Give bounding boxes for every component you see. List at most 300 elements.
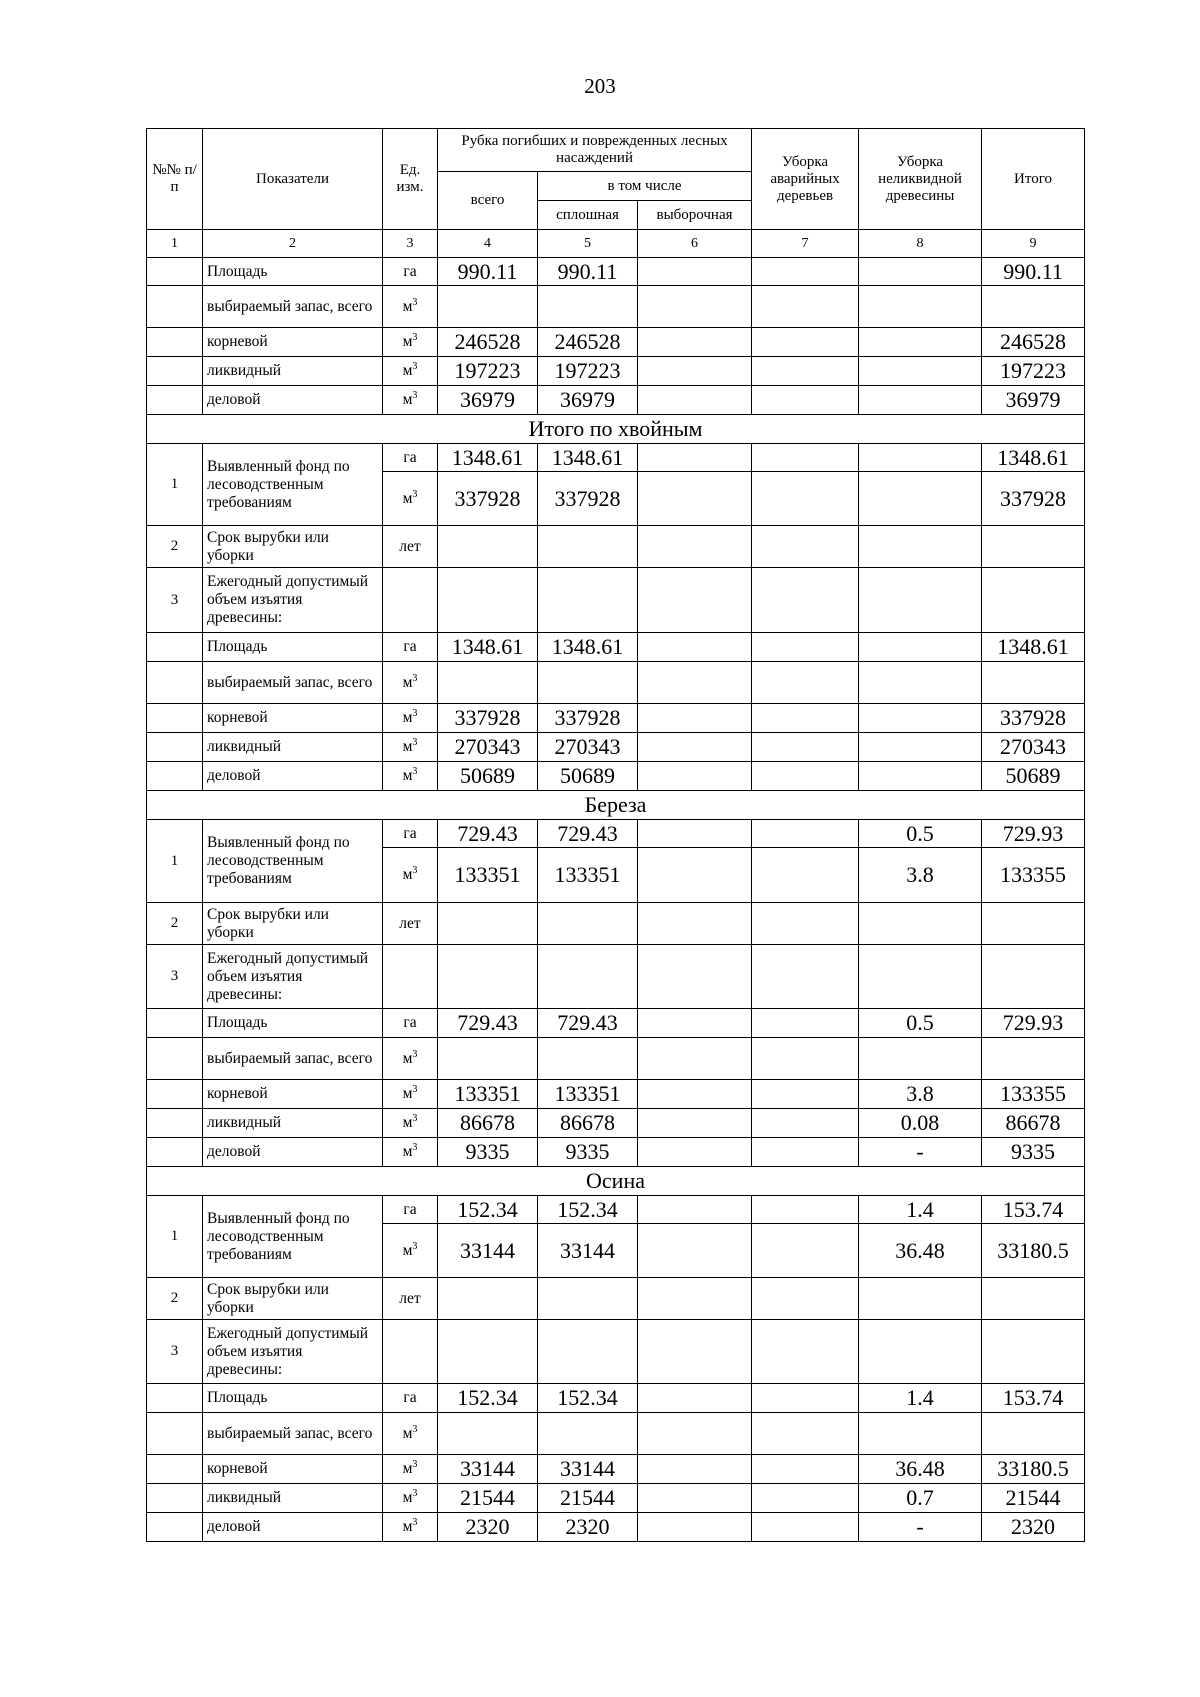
total-value: 337928 (438, 704, 538, 733)
unit-text: м (402, 1085, 413, 1102)
selective-felling-value (638, 1196, 752, 1224)
illiquid-wood-value (859, 568, 982, 633)
selective-felling-value (638, 472, 752, 526)
emergency-trees-value (752, 472, 859, 526)
unit-text: лет (399, 537, 421, 555)
unit-cell (383, 820, 438, 848)
unit-text: м (402, 709, 413, 726)
table-row (147, 1080, 1085, 1109)
total-value: 50689 (438, 762, 538, 791)
selective-felling-value (638, 1109, 752, 1138)
emergency-trees-value (752, 386, 859, 415)
unit-exponent: 3 (412, 1112, 418, 1124)
selective-felling-value (638, 286, 752, 328)
unit-exponent: 3 (412, 1516, 418, 1528)
itogo-value: 133355 (982, 848, 1085, 903)
itogo-value: 246528 (982, 328, 1085, 357)
unit-cell (383, 258, 438, 286)
row-number (147, 1455, 203, 1484)
illiquid-wood-value: 0.5 (859, 1009, 982, 1038)
unit-exponent: 3 (412, 765, 418, 777)
table-row (147, 328, 1085, 357)
unit-text: м (402, 333, 413, 350)
clear-felling-value (538, 903, 638, 945)
itogo-value: 337928 (982, 704, 1085, 733)
column-index-row (147, 230, 1085, 258)
row-number (147, 1413, 203, 1455)
emergency-trees-value (752, 1224, 859, 1278)
indicator-label: Ежегодный допустимый объем изъятия древесины: (203, 568, 383, 633)
header-total: всего (438, 172, 538, 230)
unit-cell (383, 1278, 438, 1320)
total-value: 729.43 (438, 1009, 538, 1038)
table-row (147, 1278, 1085, 1320)
row-number: 1 (147, 444, 203, 526)
clear-felling-value: 337928 (538, 472, 638, 526)
indicator-label: деловой (203, 1138, 383, 1167)
table-row (147, 633, 1085, 662)
itogo-value (982, 286, 1085, 328)
row-number (147, 1384, 203, 1413)
row-number (147, 762, 203, 791)
selective-felling-value (638, 633, 752, 662)
itogo-value: 1348.61 (982, 633, 1085, 662)
illiquid-wood-value (859, 662, 982, 704)
indicator-label: деловой (203, 1513, 383, 1542)
row-number (147, 258, 203, 286)
row-number: 2 (147, 903, 203, 945)
total-value: 2320 (438, 1513, 538, 1542)
total-value: 729.43 (438, 820, 538, 848)
emergency-trees-value (752, 1513, 859, 1542)
indicator-label: выбираемый запас, всего (203, 1413, 383, 1455)
unit-cell (383, 1484, 438, 1513)
selective-felling-value (638, 1413, 752, 1455)
itogo-value: 153.74 (982, 1196, 1085, 1224)
unit-cell (383, 1196, 438, 1224)
clear-felling-value (538, 1320, 638, 1384)
unit-text: га (403, 1389, 417, 1406)
itogo-value: 86678 (982, 1109, 1085, 1138)
unit-cell (383, 1009, 438, 1038)
total-value: 33144 (438, 1224, 538, 1278)
itogo-value: 729.93 (982, 820, 1085, 848)
indicator-label: Срок вырубки или уборки (203, 903, 383, 945)
indicator-label: Площадь (203, 633, 383, 662)
header-num: №№ п/п (147, 129, 203, 230)
indicator-label: Выявленный фонд по лесоводственным требованиям (203, 444, 383, 526)
column-index: 9 (982, 230, 1085, 258)
section-row (147, 1167, 1085, 1196)
unit-exponent: 3 (412, 1083, 418, 1095)
section-title: Осина (147, 1167, 1085, 1196)
unit-cell (383, 1224, 438, 1278)
illiquid-wood-value: 0.08 (859, 1109, 982, 1138)
selective-felling-value (638, 328, 752, 357)
illiquid-wood-value (859, 903, 982, 945)
row-number (147, 1109, 203, 1138)
row-number (147, 1009, 203, 1038)
illiquid-wood-value (859, 762, 982, 791)
selective-felling-value (638, 1038, 752, 1080)
clear-felling-value (538, 568, 638, 633)
indicator-label: Ежегодный допустимый объем изъятия древесины: (203, 1320, 383, 1384)
clear-felling-value: 133351 (538, 1080, 638, 1109)
emergency-trees-value (752, 662, 859, 704)
table-row (147, 357, 1085, 386)
unit-cell (383, 945, 438, 1009)
column-index: 2 (203, 230, 383, 258)
itogo-value: 50689 (982, 762, 1085, 791)
unit-cell (383, 733, 438, 762)
table-row (147, 1109, 1085, 1138)
unit-text: га (403, 638, 417, 655)
unit-text: лет (399, 914, 421, 932)
clear-felling-value: 33144 (538, 1455, 638, 1484)
unit-text: м (402, 866, 413, 883)
illiquid-wood-value: 36.48 (859, 1224, 982, 1278)
unit-exponent: 3 (412, 1141, 418, 1153)
table-row (147, 704, 1085, 733)
emergency-trees-value (752, 820, 859, 848)
total-value (438, 1413, 538, 1455)
selective-felling-value (638, 945, 752, 1009)
unit-cell (383, 472, 438, 526)
illiquid-wood-value (859, 945, 982, 1009)
section-row (147, 415, 1085, 444)
unit-text: м (402, 362, 413, 379)
unit-exponent: 3 (412, 1458, 418, 1470)
row-number (147, 357, 203, 386)
total-value (438, 1278, 538, 1320)
unit-cell (383, 1384, 438, 1413)
table-header (147, 129, 1085, 258)
clear-felling-value: 152.34 (538, 1384, 638, 1413)
selective-felling-value (638, 1384, 752, 1413)
clear-felling-value: 246528 (538, 328, 638, 357)
table-row (147, 1196, 1085, 1224)
emergency-trees-value (752, 1138, 859, 1167)
emergency-trees-value (752, 1009, 859, 1038)
unit-text: лет (399, 1289, 421, 1307)
unit-text: м (402, 391, 413, 408)
indicator-label: выбираемый запас, всего (203, 662, 383, 704)
emergency-trees-value (752, 1413, 859, 1455)
emergency-trees-value (752, 1038, 859, 1080)
clear-felling-value: 33144 (538, 1224, 638, 1278)
illiquid-wood-value (859, 1038, 982, 1080)
header-unit: Ед. изм. (383, 129, 438, 230)
unit-cell (383, 903, 438, 945)
illiquid-wood-value (859, 526, 982, 568)
unit-text: м (402, 767, 413, 784)
forest-felling-table (146, 128, 1085, 1542)
selective-felling-value (638, 848, 752, 903)
table-row (147, 1138, 1085, 1167)
table-row (147, 820, 1085, 848)
selective-felling-value (638, 820, 752, 848)
row-number (147, 704, 203, 733)
emergency-trees-value (752, 945, 859, 1009)
selective-felling-value (638, 1320, 752, 1384)
header-including: в том числе (538, 172, 752, 201)
unit-text: м (402, 1518, 413, 1535)
selective-felling-value (638, 1138, 752, 1167)
column-index: 4 (438, 230, 538, 258)
selective-felling-value (638, 733, 752, 762)
indicator-label: Срок вырубки или уборки (203, 526, 383, 568)
unit-text: м (402, 1424, 413, 1442)
total-value (438, 945, 538, 1009)
illiquid-wood-value (859, 1320, 982, 1384)
illiquid-wood-value: 1.4 (859, 1384, 982, 1413)
clear-felling-value: 197223 (538, 357, 638, 386)
unit-cell (383, 1513, 438, 1542)
unit-cell (383, 328, 438, 357)
indicator-label: корневой (203, 328, 383, 357)
clear-felling-value: 2320 (538, 1513, 638, 1542)
unit-cell (383, 526, 438, 568)
table-row (147, 1513, 1085, 1542)
selective-felling-value (638, 903, 752, 945)
unit-cell (383, 1109, 438, 1138)
table-row (147, 733, 1085, 762)
table-row (147, 1320, 1085, 1384)
illiquid-wood-value: - (859, 1513, 982, 1542)
itogo-value (982, 1038, 1085, 1080)
selective-felling-value (638, 762, 752, 791)
selective-felling-value (638, 1009, 752, 1038)
indicator-label: выбираемый запас, всего (203, 1038, 383, 1080)
indicator-label: ликвидный (203, 733, 383, 762)
unit-text: га (403, 1200, 417, 1218)
unit-exponent: 3 (412, 864, 418, 876)
section-title: Итого по хвойным (147, 415, 1085, 444)
selective-felling-value (638, 357, 752, 386)
illiquid-wood-value (859, 704, 982, 733)
emergency-trees-value (752, 526, 859, 568)
indicator-label: Площадь (203, 258, 383, 286)
illiquid-wood-value: 0.5 (859, 820, 982, 848)
illiquid-wood-value: 3.8 (859, 1080, 982, 1109)
column-index: 3 (383, 230, 438, 258)
unit-text: м (402, 673, 413, 691)
illiquid-wood-value (859, 357, 982, 386)
emergency-trees-value (752, 1080, 859, 1109)
clear-felling-value: 270343 (538, 733, 638, 762)
indicator-label: деловой (203, 762, 383, 791)
clear-felling-value: 729.43 (538, 820, 638, 848)
unit-exponent: 3 (412, 707, 418, 719)
indicator-label: ликвидный (203, 1484, 383, 1513)
clear-felling-value (538, 662, 638, 704)
table-row (147, 903, 1085, 945)
total-value: 1348.61 (438, 444, 538, 472)
illiquid-wood-value: 36.48 (859, 1455, 982, 1484)
total-value: 197223 (438, 357, 538, 386)
total-value: 33144 (438, 1455, 538, 1484)
clear-felling-value: 50689 (538, 762, 638, 791)
itogo-value (982, 903, 1085, 945)
row-number (147, 386, 203, 415)
unit-text: га (403, 448, 417, 466)
selective-felling-value (638, 1224, 752, 1278)
total-value: 133351 (438, 1080, 538, 1109)
itogo-value: 197223 (982, 357, 1085, 386)
row-number: 3 (147, 945, 203, 1009)
row-number (147, 1138, 203, 1167)
selective-felling-value (638, 386, 752, 415)
itogo-value: 1348.61 (982, 444, 1085, 472)
unit-cell (383, 848, 438, 903)
column-index: 6 (638, 230, 752, 258)
unit-cell (383, 1138, 438, 1167)
section-row (147, 791, 1085, 820)
itogo-value: 153.74 (982, 1384, 1085, 1413)
emergency-trees-value (752, 444, 859, 472)
emergency-trees-value (752, 258, 859, 286)
itogo-value: 729.93 (982, 1009, 1085, 1038)
illiquid-wood-value: - (859, 1138, 982, 1167)
unit-cell (383, 286, 438, 328)
unit-cell (383, 1455, 438, 1484)
clear-felling-value (538, 1278, 638, 1320)
total-value: 1348.61 (438, 633, 538, 662)
unit-cell (383, 704, 438, 733)
emergency-trees-value (752, 733, 859, 762)
emergency-trees-value (752, 1109, 859, 1138)
selective-felling-value (638, 1513, 752, 1542)
indicator-label: Выявленный фонд по лесоводственным требованиям (203, 1196, 383, 1278)
table-row (147, 258, 1085, 286)
total-value (438, 568, 538, 633)
row-number (147, 733, 203, 762)
selective-felling-value (638, 1080, 752, 1109)
total-value (438, 662, 538, 704)
total-value (438, 526, 538, 568)
total-value (438, 1038, 538, 1080)
row-number (147, 633, 203, 662)
itogo-value: 337928 (982, 472, 1085, 526)
indicator-label: корневой (203, 704, 383, 733)
selective-felling-value (638, 1455, 752, 1484)
itogo-value (982, 568, 1085, 633)
itogo-value (982, 945, 1085, 1009)
selective-felling-value (638, 444, 752, 472)
unit-cell (383, 386, 438, 415)
total-value: 152.34 (438, 1384, 538, 1413)
header-emergency-trees: Уборка аварийных деревьев (752, 129, 859, 230)
header-felling: Рубка погибших и поврежденных лесных насаждений (438, 129, 752, 172)
header-itogo: Итого (982, 129, 1085, 230)
unit-cell (383, 1320, 438, 1384)
emergency-trees-value (752, 1278, 859, 1320)
indicator-label: Площадь (203, 1384, 383, 1413)
total-value: 152.34 (438, 1196, 538, 1224)
illiquid-wood-value (859, 386, 982, 415)
emergency-trees-value (752, 1384, 859, 1413)
illiquid-wood-value (859, 328, 982, 357)
indicator-label: корневой (203, 1455, 383, 1484)
table-row (147, 762, 1085, 791)
unit-cell (383, 444, 438, 472)
selective-felling-value (638, 1278, 752, 1320)
unit-text: га (403, 824, 417, 842)
row-number: 3 (147, 1320, 203, 1384)
clear-felling-value: 337928 (538, 704, 638, 733)
indicator-label: деловой (203, 386, 383, 415)
illiquid-wood-value (859, 472, 982, 526)
unit-exponent: 3 (412, 389, 418, 401)
unit-text: м (402, 297, 413, 315)
itogo-value: 2320 (982, 1513, 1085, 1542)
indicator-label: Выявленный фонд по лесоводственным требованиям (203, 820, 383, 903)
table-row (147, 1455, 1085, 1484)
illiquid-wood-value (859, 1278, 982, 1320)
unit-exponent: 3 (412, 1048, 418, 1060)
table-row (147, 1009, 1085, 1038)
unit-text: м (402, 1049, 413, 1067)
emergency-trees-value (752, 848, 859, 903)
indicator-label: выбираемый запас, всего (203, 286, 383, 328)
itogo-value (982, 662, 1085, 704)
total-value: 133351 (438, 848, 538, 903)
indicator-label: ликвидный (203, 357, 383, 386)
selective-felling-value (638, 258, 752, 286)
unit-exponent: 3 (412, 1240, 418, 1252)
selective-felling-value (638, 526, 752, 568)
indicator-label: корневой (203, 1080, 383, 1109)
clear-felling-value: 86678 (538, 1109, 638, 1138)
clear-felling-value: 152.34 (538, 1196, 638, 1224)
illiquid-wood-value: 3.8 (859, 848, 982, 903)
emergency-trees-value (752, 286, 859, 328)
itogo-value (982, 1278, 1085, 1320)
total-value: 86678 (438, 1109, 538, 1138)
unit-exponent: 3 (412, 1423, 418, 1435)
emergency-trees-value (752, 762, 859, 791)
indicator-label: Ежегодный допустимый объем изъятия древесины: (203, 945, 383, 1009)
illiquid-wood-value (859, 1413, 982, 1455)
row-number: 1 (147, 1196, 203, 1278)
unit-cell (383, 357, 438, 386)
row-number (147, 1080, 203, 1109)
unit-cell (383, 568, 438, 633)
unit-text: м (402, 1489, 413, 1506)
unit-text: га (403, 1014, 417, 1031)
header-selective-felling: выборочная (638, 201, 752, 230)
table-row (147, 945, 1085, 1009)
clear-felling-value: 729.43 (538, 1009, 638, 1038)
total-value: 9335 (438, 1138, 538, 1167)
clear-felling-value: 990.11 (538, 258, 638, 286)
table-row (147, 1484, 1085, 1513)
itogo-value: 33180.5 (982, 1455, 1085, 1484)
illiquid-wood-value: 0.7 (859, 1484, 982, 1513)
total-value: 21544 (438, 1484, 538, 1513)
unit-cell (383, 662, 438, 704)
unit-text: м (402, 1460, 413, 1477)
unit-text: м (402, 738, 413, 755)
selective-felling-value (638, 662, 752, 704)
emergency-trees-value (752, 357, 859, 386)
indicator-label: ликвидный (203, 1109, 383, 1138)
illiquid-wood-value (859, 286, 982, 328)
emergency-trees-value (752, 633, 859, 662)
header-illiquid-wood: Уборка неликвидной древесины (859, 129, 982, 230)
clear-felling-value: 1348.61 (538, 633, 638, 662)
illiquid-wood-value: 1.4 (859, 1196, 982, 1224)
